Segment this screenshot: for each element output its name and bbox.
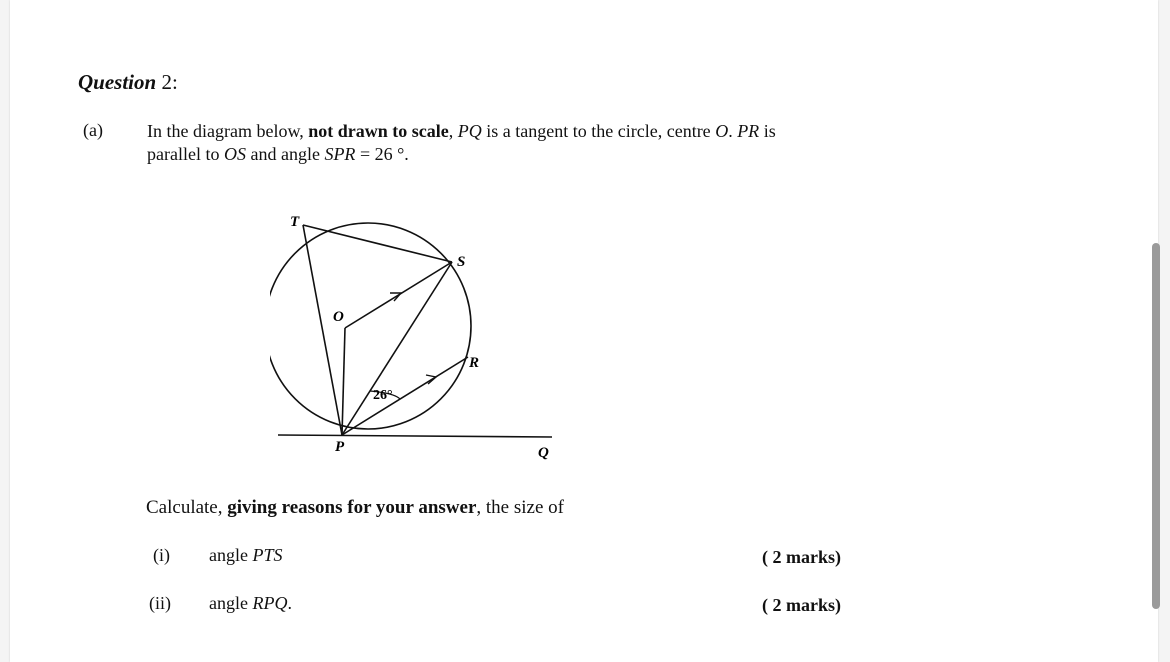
label-o: O (333, 309, 344, 325)
question-title: Question 2: (78, 70, 178, 94)
part-a-line2: parallel to OS and angle SPR = 26 °. (147, 144, 409, 164)
angle-label: 26° (373, 388, 393, 403)
label-t: T (290, 214, 300, 230)
line-op (342, 328, 345, 435)
label-p: P (335, 439, 345, 455)
subquestion-ii-text: angle RPQ. (209, 593, 292, 613)
subquestion-i-text: angle PTS (209, 545, 283, 565)
subquestion-i-marks: ( 2 marks) (762, 547, 841, 567)
instruction-text: Calculate, giving reasons for your answer, the size of (146, 497, 564, 518)
circle (270, 223, 471, 429)
vertical-scrollbar[interactable] (1152, 243, 1160, 609)
label-r: R (469, 355, 480, 371)
circle-diagram (270, 205, 580, 470)
subquestion-ii-number: (ii) (149, 593, 171, 613)
part-a-text (147, 120, 776, 166)
tangent-line-pq (278, 435, 552, 437)
label-s: S (457, 254, 466, 270)
chord-pr (342, 357, 468, 435)
chord-tp (303, 225, 342, 435)
part-a-line1: In the diagram below, not drawn to scale, PQ is a tangent to the circle, centre O. PR is (147, 121, 776, 141)
document-page (10, 0, 1158, 662)
label-q: Q (538, 445, 549, 461)
part-a-label: (a) (83, 120, 103, 140)
subquestion-i-number: (i) (153, 545, 170, 565)
subquestion-ii-marks: ( 2 marks) (762, 595, 841, 615)
chord-ps (342, 262, 452, 435)
